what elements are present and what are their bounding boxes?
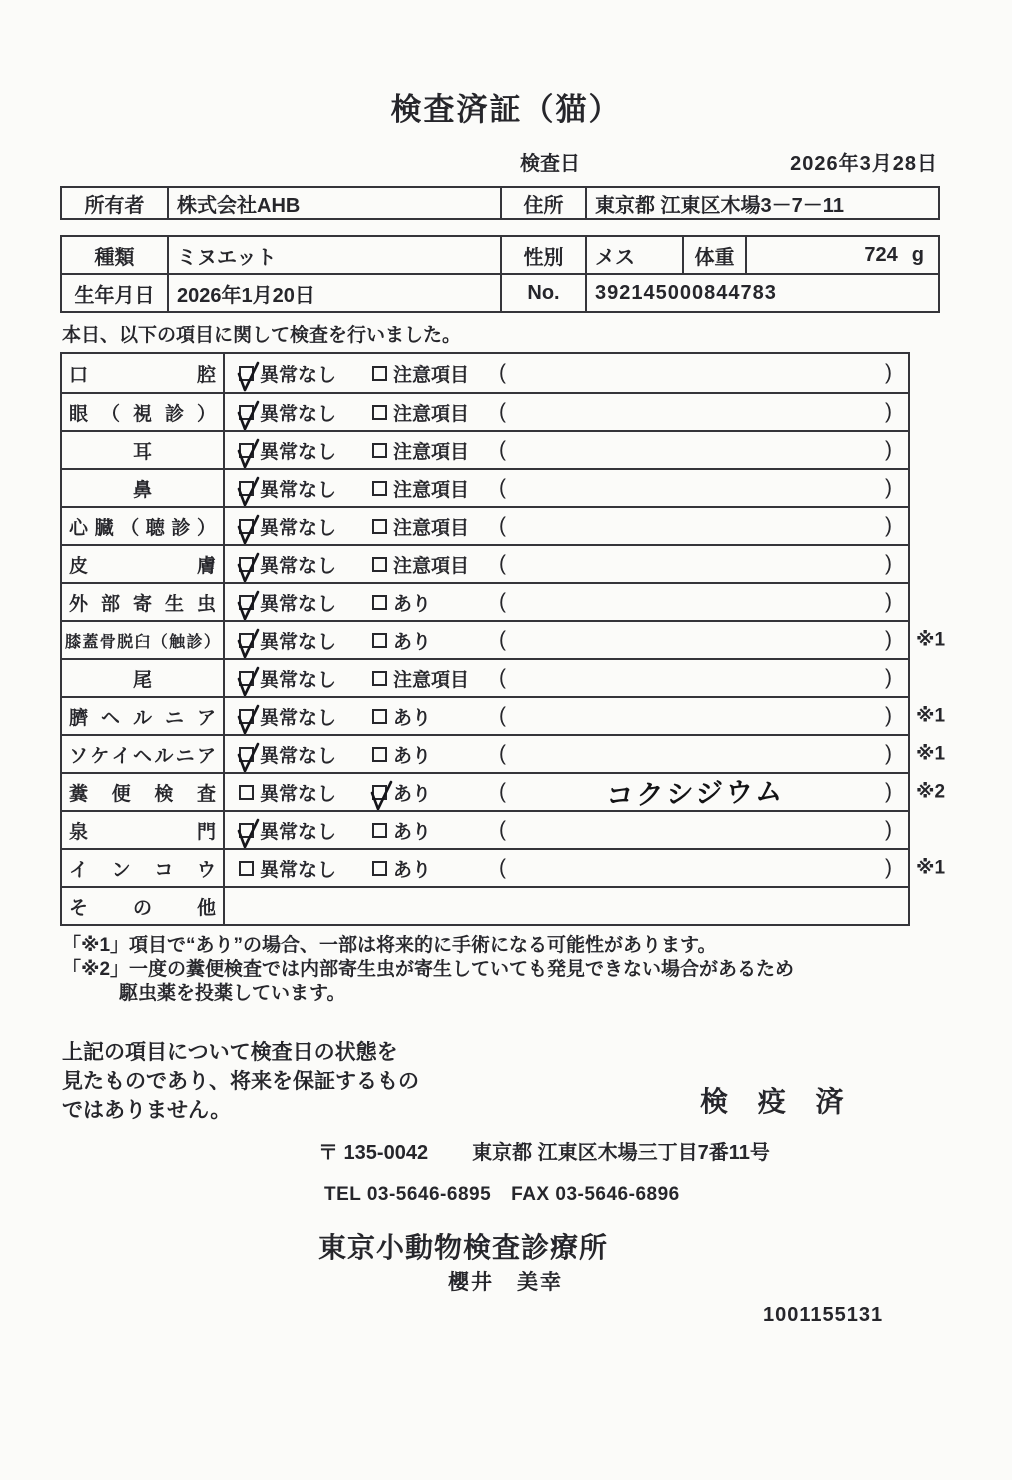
option-label: あり [393, 859, 432, 881]
table-row [62, 392, 908, 430]
item-label: 外 部 寄 生 虫 [62, 584, 225, 620]
item-content [227, 394, 908, 430]
option-opt2 [372, 812, 431, 848]
option-label: あり [393, 783, 432, 805]
remarks-area [499, 698, 892, 734]
option-opt1 [239, 508, 336, 544]
footnote-mark: ※1 [916, 857, 946, 879]
paren-close: ) [885, 361, 892, 384]
disclaimer-line-1: 上記の項目について検査日の状態を [62, 1041, 398, 1064]
paren-open: ( [499, 514, 506, 537]
checkmark-icon [236, 628, 262, 662]
items-table [60, 352, 946, 926]
option-opt1 [239, 470, 336, 506]
weight-value-cell [745, 237, 938, 273]
checkmark-icon [236, 552, 262, 586]
option-label: 異常なし [260, 441, 337, 463]
remarks-area [499, 508, 892, 544]
remarks-area [499, 812, 892, 848]
checkbox-unchecked [372, 747, 387, 762]
footnote-mark: ※1 [916, 743, 946, 765]
paren-open: ( [499, 780, 506, 803]
table-row [62, 772, 946, 812]
option-opt2 [372, 774, 431, 810]
quarantine-stamp: 検 疫 済 [700, 1086, 855, 1117]
owner-name: 株式会社AHB [167, 188, 500, 218]
table-row [62, 354, 908, 392]
table-row [62, 696, 946, 734]
item-label: 口 腔 [62, 354, 225, 392]
item-content [227, 354, 908, 392]
birth-label: 生年月日 [74, 284, 155, 307]
checkbox-checked [239, 405, 254, 420]
document-code: 1001155131 [763, 1304, 884, 1326]
paren-close: ) [885, 780, 892, 803]
checkmark-icon [236, 514, 262, 548]
remarks-area [499, 622, 892, 658]
checkbox-unchecked [372, 633, 387, 648]
option-label: 異常なし [260, 403, 337, 425]
remarks-area [499, 736, 892, 772]
paren-open: ( [499, 856, 506, 879]
option-label: 注意項目 [393, 669, 470, 691]
no-value: 392145000844783 [585, 275, 938, 311]
fax-number: FAX 03-5646-6896 [511, 1184, 680, 1205]
option-opt1 [239, 432, 336, 468]
item-content [227, 432, 908, 468]
item-label: 臍 ヘ ル ニ ア [62, 698, 225, 734]
owner-address-label: 住所 [500, 188, 585, 218]
checkmark-icon [236, 666, 262, 700]
checkbox-unchecked [372, 405, 387, 420]
item-content [227, 622, 908, 658]
paren-open: ( [499, 742, 506, 765]
table-row [62, 544, 908, 582]
item-label: 耳 [62, 432, 225, 468]
intro-text: 本日、以下の項目に関して検査を行いました。 [62, 325, 462, 346]
item-label: 心 臓 （ 聴 診 ） [62, 508, 225, 544]
page-title: 検査済証（猫） [390, 92, 622, 127]
checkmark-icon [236, 361, 262, 395]
item-content [227, 470, 908, 506]
checkmark-icon [236, 400, 262, 434]
paren-open: ( [499, 704, 506, 727]
item-label: ソ ケ イ ヘ ル ニ ア [62, 736, 225, 772]
item-content [227, 774, 908, 810]
checkbox-checked [239, 519, 254, 534]
footnote-2: 「※2」一度の糞便検査では内部寄生虫が寄生していても発見できない場合があるため [62, 959, 795, 980]
checkbox-checked [372, 785, 387, 800]
checkbox-unchecked [372, 861, 387, 876]
option-opt2 [372, 354, 469, 392]
clinic-address: 東京都 江東区木場三丁目7番11号 [472, 1142, 770, 1164]
paren-close: ) [885, 400, 892, 423]
remarks-area [499, 774, 892, 810]
table-row [62, 582, 908, 620]
paren-open: ( [499, 400, 506, 423]
checkbox-checked [239, 633, 254, 648]
item-content [227, 546, 908, 582]
paren-open: ( [499, 590, 506, 613]
option-label: 異常なし [260, 555, 337, 577]
checkmark-icon [236, 476, 262, 510]
option-opt2 [372, 584, 431, 620]
checkmark-icon [236, 438, 262, 472]
no-label: No. [500, 275, 585, 311]
owner-table [60, 186, 940, 220]
option-opt1 [239, 546, 336, 582]
checkbox-unchecked [372, 557, 387, 572]
option-opt2 [372, 850, 431, 886]
birth-value: 2026年1月20日 [167, 275, 500, 311]
checkbox-unchecked [372, 709, 387, 724]
footnote-mark: ※1 [916, 705, 946, 727]
owner-label: 所有者 [84, 194, 145, 217]
footnote-2-continued: 駆虫薬を投薬しています。 [119, 983, 346, 1004]
footnote-1: 「※1」項目で“あり”の場合、一部は将来的に手術になる可能性があります。 [62, 935, 717, 956]
option-opt2 [372, 508, 469, 544]
weight-value: 724 [864, 243, 898, 266]
checkbox-unchecked [239, 861, 254, 876]
option-opt2 [372, 432, 469, 468]
inspection-date-value: 2026年3月28日 [790, 153, 938, 175]
item-content [227, 888, 908, 924]
handwritten-note: コクシジウム [605, 776, 786, 812]
checkbox-unchecked [372, 519, 387, 534]
checkbox-checked [239, 671, 254, 686]
checkbox-unchecked [372, 671, 387, 686]
option-label: 注意項目 [393, 441, 470, 463]
table-row [62, 810, 908, 848]
remarks-area [499, 584, 892, 620]
option-label: 注意項目 [393, 555, 470, 577]
item-label: 眼 （ 視 診 ） [62, 394, 225, 430]
option-opt1 [239, 850, 336, 886]
paren-open: ( [499, 361, 506, 384]
option-opt1 [239, 354, 336, 392]
option-opt1 [239, 812, 336, 848]
checkbox-checked [239, 747, 254, 762]
option-label: 異常なし [260, 364, 337, 386]
postal-code: 〒 135-0042 [318, 1142, 429, 1164]
table-row [62, 430, 908, 468]
option-label: 異常なし [260, 745, 337, 767]
pet-row-1 [62, 237, 938, 273]
item-content [227, 736, 908, 772]
remarks-area [499, 394, 892, 430]
item-label: 鼻 [62, 470, 225, 506]
remarks-area [499, 850, 892, 886]
item-label: そ の 他 [62, 888, 225, 924]
item-content [227, 812, 908, 848]
table-row [62, 620, 946, 658]
paren-open: ( [499, 666, 506, 689]
item-label: 泉 門 [62, 812, 225, 848]
paren-open: ( [499, 438, 506, 461]
item-content [227, 850, 908, 886]
checkbox-checked [239, 366, 254, 381]
option-label: 異常なし [260, 479, 337, 501]
checkmark-icon [236, 818, 262, 852]
option-opt2 [372, 546, 469, 582]
pet-table [60, 235, 940, 313]
weight-unit: g [911, 243, 924, 266]
option-opt1 [239, 774, 336, 810]
option-label: 注意項目 [393, 364, 470, 386]
option-opt2 [372, 698, 431, 734]
checkbox-checked [239, 443, 254, 458]
checkbox-unchecked [372, 443, 387, 458]
item-content [227, 660, 908, 696]
option-label: 注意項目 [393, 403, 470, 425]
paren-close: ) [885, 704, 892, 727]
paren-close: ) [885, 628, 892, 651]
sex-value: メス [585, 237, 682, 273]
paren-close: ) [885, 514, 892, 537]
paren-close: ) [885, 438, 892, 461]
option-opt2 [372, 470, 469, 506]
option-opt2 [372, 660, 469, 696]
option-label: 注意項目 [393, 517, 470, 539]
table-row [62, 468, 908, 506]
option-label: 異常なし [260, 593, 337, 615]
option-label: 注意項目 [393, 479, 470, 501]
table-row [62, 848, 946, 886]
owner-address: 東京都 江東区木場3－7－11 [585, 188, 938, 218]
checkbox-checked [239, 481, 254, 496]
footnote-mark: ※1 [916, 629, 946, 651]
table-row [62, 658, 908, 696]
table-row [62, 734, 946, 772]
remarks-area [499, 432, 892, 468]
option-opt1 [239, 736, 336, 772]
checkmark-icon [236, 590, 262, 624]
checkbox-checked [239, 595, 254, 610]
item-content [227, 584, 908, 620]
item-content [227, 508, 908, 544]
paren-close: ) [885, 590, 892, 613]
option-label: 異常なし [260, 859, 337, 881]
checkmark-icon [236, 704, 262, 738]
breed-label: 種類 [94, 246, 135, 269]
sex-label: 性別 [500, 237, 585, 273]
pet-row-2 [62, 273, 938, 311]
checkmark-icon [236, 742, 262, 776]
item-label: 皮 膚 [62, 546, 225, 582]
weight-label: 体重 [682, 237, 745, 273]
owner-row [62, 188, 938, 218]
option-opt1 [239, 622, 336, 658]
disclaimer-line-2: 見たものであり、将来を保証するもの [62, 1070, 419, 1093]
paren-open: ( [499, 818, 506, 841]
option-opt1 [239, 660, 336, 696]
option-label: あり [393, 821, 432, 843]
checkbox-unchecked [372, 366, 387, 381]
checkbox-unchecked [239, 785, 254, 800]
option-label: あり [393, 593, 432, 615]
inspection-date-label: 検査日 [520, 153, 580, 175]
checkbox-checked [239, 557, 254, 572]
item-content [227, 698, 908, 734]
disclaimer [62, 1038, 419, 1125]
checkbox-unchecked [372, 595, 387, 610]
option-label: あり [393, 745, 432, 767]
option-label: 異常なし [260, 707, 337, 729]
table-row [62, 506, 908, 544]
option-opt2 [372, 736, 431, 772]
checkbox-checked [239, 709, 254, 724]
option-label: 異常なし [260, 821, 337, 843]
paren-close: ) [885, 476, 892, 499]
clinic-address-line [318, 1136, 770, 1165]
paren-close: ) [885, 552, 892, 575]
breed-value: ミヌエット [167, 237, 500, 273]
option-label: あり [393, 631, 432, 653]
option-opt1 [239, 394, 336, 430]
checkbox-unchecked [372, 481, 387, 496]
paren-close: ) [885, 818, 892, 841]
footnote-mark: ※2 [916, 781, 946, 803]
examiner-name: 櫻井 美幸 [448, 1271, 563, 1294]
item-label: 尾 [62, 660, 225, 696]
remarks-area [499, 354, 892, 392]
clinic-phone-line [324, 1184, 680, 1206]
option-label: 異常なし [260, 631, 337, 653]
paren-open: ( [499, 476, 506, 499]
checkmark-icon [369, 780, 395, 814]
tel-number: TEL 03-5646-6895 [324, 1184, 492, 1205]
option-label: あり [393, 707, 432, 729]
paren-open: ( [499, 552, 506, 575]
option-opt1 [239, 698, 336, 734]
paren-close: ) [885, 666, 892, 689]
option-label: 異常なし [260, 669, 337, 691]
disclaimer-line-3: ではありません。 [62, 1099, 232, 1122]
paren-close: ) [885, 856, 892, 879]
item-label: 膝 蓋 骨 脱 臼 （ 触 診 ） [62, 622, 225, 658]
item-label: 糞 便 検 査 [62, 774, 225, 810]
option-opt1 [239, 584, 336, 620]
checkbox-unchecked [372, 823, 387, 838]
clinic-name: 東京小動物検査診療所 [318, 1232, 609, 1263]
item-label: イ ン コ ウ [62, 850, 225, 886]
remarks-area [499, 660, 892, 696]
option-label: 異常なし [260, 517, 337, 539]
footnotes [62, 934, 794, 1006]
paren-close: ) [885, 742, 892, 765]
option-label: 異常なし [260, 783, 337, 805]
remarks-area [499, 546, 892, 582]
table-row [62, 886, 908, 924]
checkbox-checked [239, 823, 254, 838]
option-opt2 [372, 622, 431, 658]
option-opt2 [372, 394, 469, 430]
remarks-area [499, 470, 892, 506]
paren-open: ( [499, 628, 506, 651]
